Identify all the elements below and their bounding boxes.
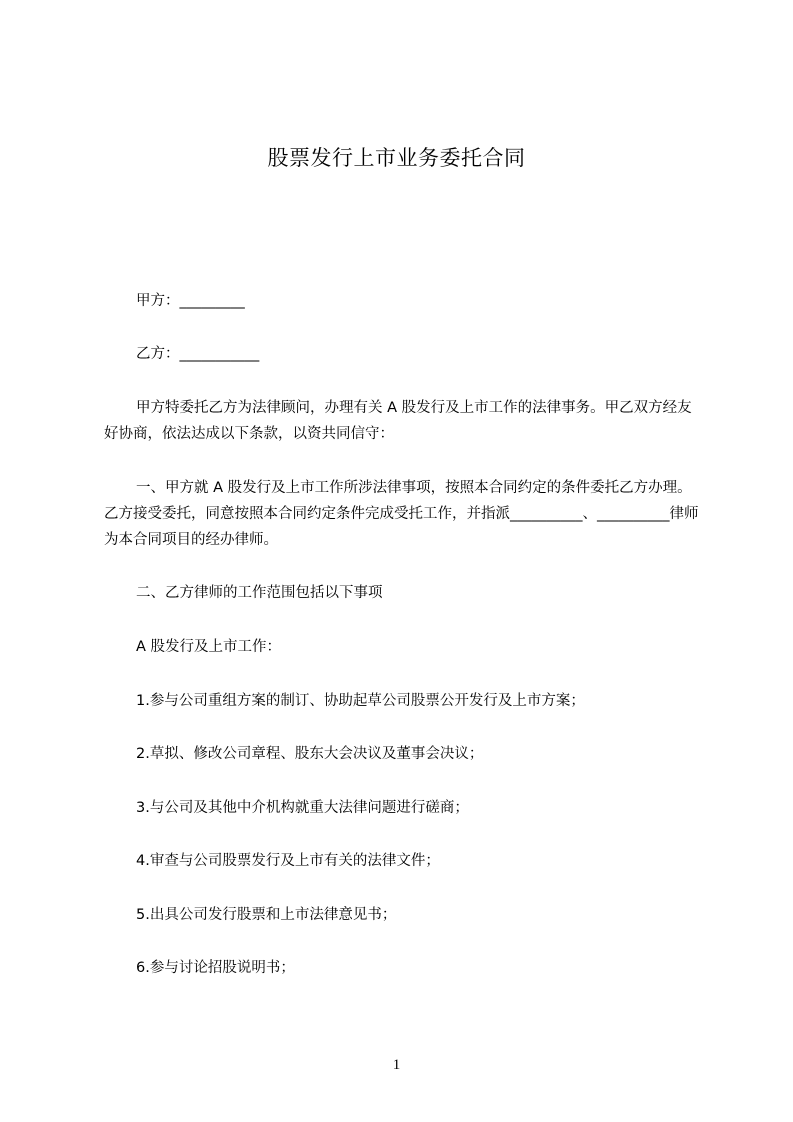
party-a-line: 甲方：_________ (136, 293, 245, 309)
clause-2-heading: 二、乙方律师的工作范围包括以下事项 (136, 585, 383, 601)
clause-1-paragraph: 一、甲方就 A 股发行及上市工作所涉法律事项，按照本合同约定的条件委托乙方办理。乙方接受委托，同意按照本合同约定条件完成受托工作，并指派__________、__________律师为本合同项目的经办律师。 (104, 480, 699, 548)
list-item: 5.出具公司发行股票和上市法律意见书； (136, 907, 397, 923)
party-b-line: 乙方：___________ (136, 346, 260, 362)
preamble-paragraph: 甲方特委托乙方为法律顾问，办理有关 A 股发行及上市工作的法律事务。甲乙双方经友好协商，依法达成以下条款，以资共同信守： (104, 400, 692, 442)
document-title: 股票发行上市业务委托合同 (267, 146, 526, 170)
list-item: 2.草拟、修改公司章程、股东大会决议及董事会决议； (136, 746, 484, 762)
list-item: 6.参与讨论招股说明书； (136, 960, 295, 976)
list-item: 4.审查与公司股票发行及上市有关的法律文件； (136, 853, 440, 869)
list-item: 3.与公司及其他中介机构就重大法律问题进行磋商； (136, 800, 469, 816)
section-a-heading: A 股发行及上市工作： (136, 639, 282, 655)
page-number: 1 (392, 1057, 401, 1073)
list-item: 1.参与公司重组方案的制订、协助起草公司股票公开发行及上市方案； (136, 693, 585, 709)
